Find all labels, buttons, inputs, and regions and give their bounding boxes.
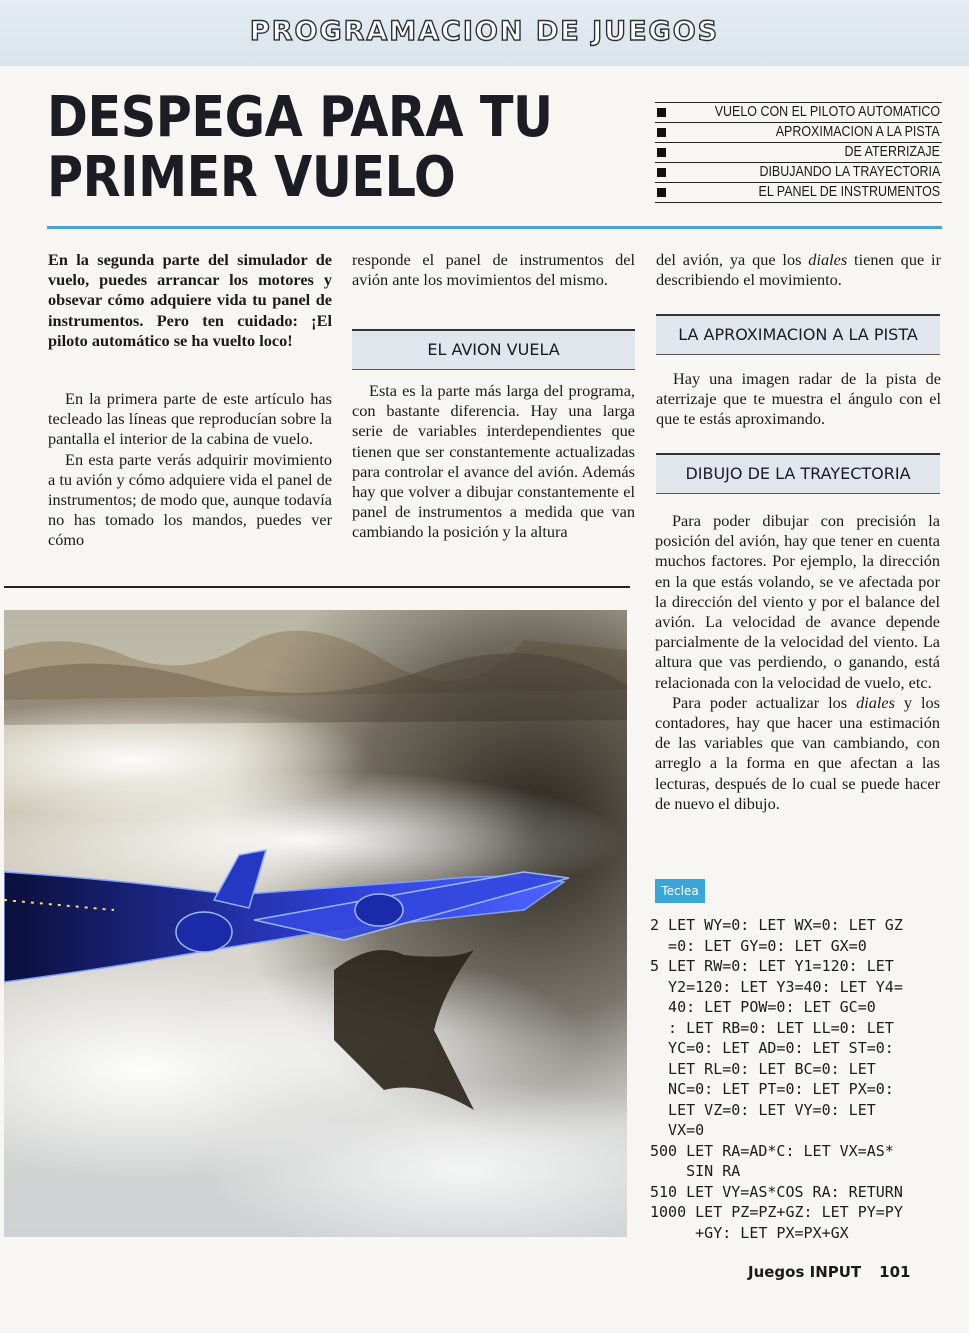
teclea-label: Teclea bbox=[655, 879, 705, 903]
code-line: =0: LET GY=0: LET GX=0 bbox=[650, 936, 867, 955]
code-line: 510 LET VY=AS*COS RA: RETURN bbox=[650, 1182, 903, 1201]
bullet-square-icon bbox=[657, 168, 666, 177]
page-footer bbox=[748, 1263, 910, 1281]
code-line: Y2=120: LET Y3=40: LET Y4= bbox=[650, 977, 903, 996]
body-paragraph: En esta parte verás adquirir movimiento a tu avión y cómo adquiere vida el panel de instrumentos; de modo que, aunque todavía no has tomado los mandos, puedes ver cómo bbox=[48, 449, 332, 550]
headline-line-1: DESPEGA PARA TU bbox=[47, 85, 553, 150]
page-number: 101 bbox=[879, 1263, 911, 1281]
body-paragraph: Esta es la parte más larga del programa, con bastante diferencia. Hay una larga serie de variables interdependientes que tienen que ser constantemente actualizadas para controlar el avance del avión. Además hay que volver a dibujar constantemente el panel de instrumentos a medida que van cambiando la posición y la altura bbox=[352, 381, 635, 542]
publication-name: Juegos INPUT bbox=[748, 1263, 862, 1281]
bullet-square-icon bbox=[657, 128, 666, 137]
lead-paragraph: En la segunda parte del simulador de vuelo, puedes arrancar los motores y obsevar cómo adquiere vida tu panel de instrumentos. Pero ten cuidado: ¡El piloto automático se ha vuelto loco! bbox=[48, 250, 332, 350]
photo-divider bbox=[4, 586, 630, 588]
code-line: SIN RA bbox=[650, 1162, 741, 1180]
code-line: 500 LET RA=AD*C: LET VX=AS* bbox=[650, 1141, 894, 1160]
airplane-illustration bbox=[4, 610, 627, 1237]
contents-list bbox=[655, 102, 942, 203]
headline bbox=[47, 85, 553, 210]
code-line: LET RL=0: LET BC=0: LET bbox=[650, 1059, 876, 1078]
bullet-square-icon bbox=[657, 108, 666, 117]
body-paragraph: Para poder dibujar con precisión la posición del avión, hay que tener en cuenta muchos factores. Por ejemplo, la dirección en la que estás volando, se ve afectada por la dirección del viento y por el balance del avión. La velocidad de avance depende parcialmente de la velocidad del viento. La altura que vas perdiendo, o ganando, está relacionada con la velocidad de vuelo, etc. bbox=[655, 511, 940, 692]
column-3 bbox=[656, 250, 941, 290]
section-heading-trayectoria: DIBUJO DE LA TRAYECTORIA bbox=[656, 453, 940, 494]
section-heading-aproximacion: LA APROXIMACION A LA PISTA bbox=[656, 314, 940, 355]
column-2 bbox=[352, 250, 635, 290]
body-paragraph: responde el panel de instrumentos del avión ante los movimientos del mismo. bbox=[352, 250, 635, 290]
body-paragraph: del avión, ya que los diales tienen que ir describiendo el movimiento. bbox=[656, 250, 941, 290]
code-line: 2 LET WY=0: LET WX=0: LET GZ bbox=[650, 916, 903, 934]
code-line: +GY: LET PX=PX+GX bbox=[650, 1223, 849, 1242]
code-line: : LET RB=0: LET LL=0: LET bbox=[650, 1018, 894, 1037]
column-3-body-a bbox=[656, 369, 941, 430]
contents-item: VUELO CON EL PILOTO AUTOMATICO bbox=[655, 102, 942, 122]
code-line: VX=0 bbox=[650, 1121, 705, 1139]
contents-item: DIBUJANDO LA TRAYECTORIA bbox=[655, 162, 942, 182]
column-1 bbox=[48, 250, 332, 551]
section-heading-avion-vuela: EL AVION VUELA bbox=[352, 329, 635, 370]
basic-code-listing bbox=[650, 915, 950, 1243]
header-divider bbox=[47, 226, 942, 229]
code-line: 1000 LET PZ=PZ+GZ: LET PY=PY bbox=[650, 1203, 903, 1221]
bullet-square-icon bbox=[657, 188, 666, 197]
contents-item: APROXIMACION A LA PISTA bbox=[655, 122, 942, 142]
code-line: 40: LET POW=0: LET GC=0 bbox=[650, 998, 876, 1016]
code-line: NC=0: LET PT=0: LET PX=0: bbox=[650, 1080, 894, 1098]
body-paragraph: Para poder actualizar los diales y los contadores, hay que hacer una estimación de las variables que van cambiando, con arreglo a la forma en que afectan a las lecturas, después de lo cual se puede hacer de nuevo el dibujo. bbox=[655, 692, 940, 813]
contents-item: DE ATERRIZAJE bbox=[655, 142, 942, 162]
code-line: YC=0: LET AD=0: LET ST=0: bbox=[650, 1039, 894, 1057]
code-line: LET VZ=0: LET VY=0: LET bbox=[650, 1100, 876, 1119]
section-kicker: PROGRAMACION DE JUEGOS bbox=[249, 16, 720, 47]
code-line: 5 LET RW=0: LET Y1=120: LET bbox=[650, 957, 894, 975]
bullet-square-icon bbox=[657, 148, 666, 157]
headline-line-2: PRIMER VUELO bbox=[47, 145, 456, 210]
body-paragraph: En la primera parte de este artículo has tecleado las líneas que reproducían sobre la pantalla el interior de la cabina de vuelo. bbox=[48, 389, 332, 449]
contents-item: EL PANEL DE INSTRUMENTOS bbox=[655, 182, 942, 203]
column-2-body bbox=[352, 381, 635, 543]
column-3-body-b bbox=[655, 511, 940, 814]
body-paragraph: Hay una imagen radar de la pista de aterrizaje que te muestra el ángulo con el que te estás aproximando. bbox=[656, 369, 941, 429]
header-band bbox=[0, 0, 969, 66]
